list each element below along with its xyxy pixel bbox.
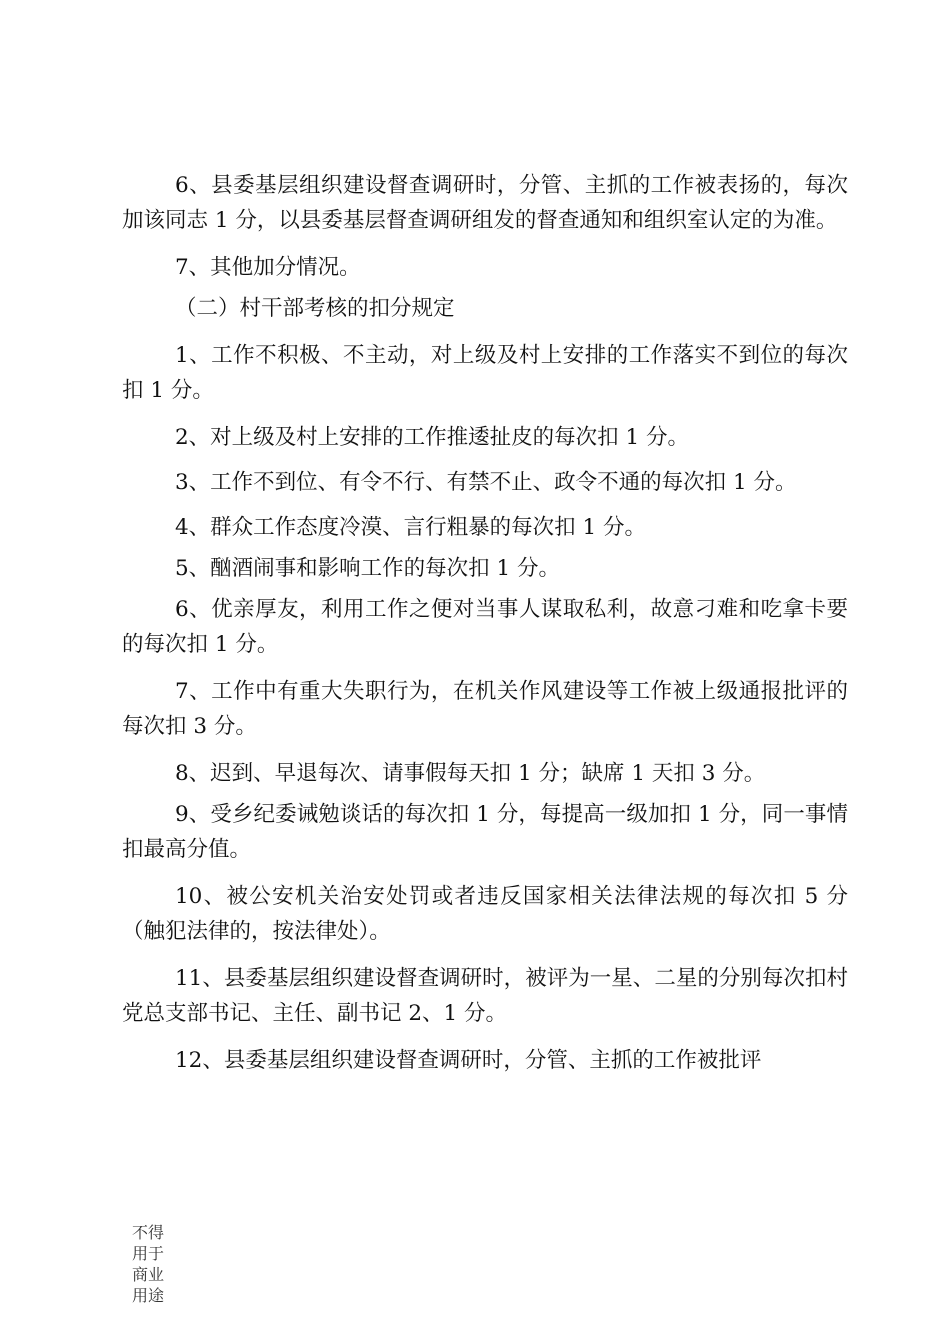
document-body — [122, 168, 848, 1078]
paragraph-deduction-9: 9、受乡纪委诫勉谈话的每次扣 1 分，每提高一级加扣 1 分，同一事情扣最高分值。 — [122, 802, 848, 862]
paragraph-deduction-11: 11、县委基层组织建设督查调研时，被评为一星、二星的分别每次扣村党总支部书记、主任、副书记 2、1 分。 — [122, 966, 848, 1026]
paragraph-deduction-10: 10、被公安机关治安处罚或者违反国家相关法律法规的每次扣 5 分（触犯法律的，按法律处）。 — [122, 884, 848, 944]
paragraph-bonus-7: 7、其他加分情况。 — [175, 255, 361, 280]
footer-note-line: 不得 — [132, 1223, 165, 1242]
paragraph-deduction-6: 6、优亲厚友，利用工作之便对当事人谋取私利，故意刁难和吃拿卡要的每次扣 1 分。 — [122, 597, 848, 657]
paragraph-deduction-2: 2、对上级及村上安排的工作推逶扯皮的每次扣 1 分。 — [175, 425, 690, 450]
paragraph-deduction-12: 12、县委基层组织建设督查调研时，分管、主抓的工作被批评 — [175, 1048, 762, 1073]
paragraph-deduction-7: 7、工作中有重大失职行为，在机关作风建设等工作被上级通报批评的每次扣 3 分。 — [122, 679, 848, 739]
paragraph-deduction-4: 4、群众工作态度冷漠、言行粗暴的每次扣 1 分。 — [175, 515, 647, 540]
footer-note-line: 用于 — [132, 1244, 165, 1263]
paragraph-deduction-1: 1、工作不积极、不主动，对上级及村上安排的工作落实不到位的每次扣 1 分。 — [122, 343, 848, 403]
paragraph-deduction-3: 3、工作不到位、有令不行、有禁不止、政令不通的每次扣 1 分。 — [175, 470, 797, 495]
footer-watermark-note — [132, 1222, 172, 1306]
paragraph-bonus-6: 6、县委基层组织建设督查调研时，分管、主抓的工作被表扬的，每次加该同志 1 分，以县委基层督查调研组发的督查通知和组织室认定的为准。 — [122, 173, 848, 233]
paragraph-deduction-8: 8、迟到、早退每次、请事假每天扣 1 分；缺席 1 天扣 3 分。 — [175, 761, 766, 786]
footer-note-line: 商业 — [132, 1265, 165, 1284]
footer-note-line: 用途 — [132, 1286, 165, 1305]
section-heading-deduction: （二）村干部考核的扣分规定 — [175, 296, 455, 321]
paragraph-deduction-5: 5、酗酒闹事和影响工作的每次扣 1 分。 — [175, 556, 561, 581]
